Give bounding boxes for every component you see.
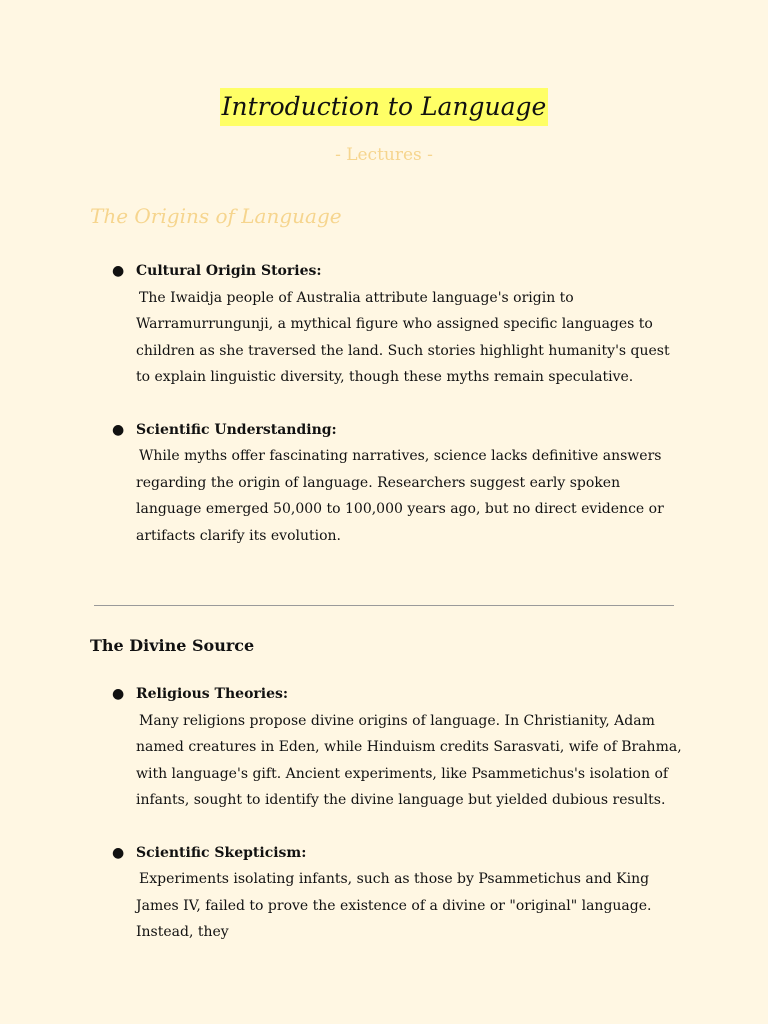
section-heading-origins: The Origins of Language: [90, 204, 342, 228]
bullet-icon: ●: [112, 263, 125, 279]
document-subtitle: - Lectures -: [335, 145, 433, 165]
bullet-icon: ●: [112, 686, 125, 702]
list-item: [108, 840, 684, 946]
section-divider: [94, 605, 674, 606]
item-text: The Iwaidja people of Australia attribute language's origin to Warramurrungunji, a mythical figure who assigned specific languages to children as she traversed the land. Such stories highlight humanity's quest to explain linguistic diversity, though these myths remain speculative.: [136, 289, 670, 385]
item-title: Cultural Origin Stories:: [136, 263, 322, 279]
origins-bullet-list: [108, 258, 684, 575]
bullet-icon: ●: [112, 421, 125, 438]
title-container: [0, 88, 768, 126]
list-item: [108, 681, 684, 814]
section-heading-divine: The Divine Source: [90, 636, 255, 655]
item-text: Many religions propose divine origins of language. In Christianity, Adam named creatures in Eden, while Hinduism credits Sarasvati, wife of Brahma, with language's gift. Ancient experiments, like Psammetichus's isolation of infants, sought to identify the divine language but yielded dubious results.: [136, 712, 682, 808]
divine-bullet-list: [108, 681, 684, 972]
item-text: While myths offer fascinating narratives, science lacks definitive answers regarding the origin of language. Researchers suggest early spoken language emerged 50,000 to 100,000 years ago, but no direct evidence or artifacts clarify its evolution.: [136, 448, 664, 544]
list-item: [108, 258, 684, 391]
item-text: Experiments isolating infants, such as those by Psammetichus and King James IV, failed to prove the existence of a divine or "original" language. Instead, they: [136, 871, 652, 940]
item-title: Scientific Understanding:: [136, 421, 337, 438]
item-title: Religious Theories:: [136, 686, 289, 702]
bullet-icon: ●: [112, 844, 125, 861]
document-title: Introduction to Language: [220, 88, 549, 126]
list-item: [108, 417, 684, 550]
item-title: Scientific Skepticism:: [136, 844, 307, 861]
